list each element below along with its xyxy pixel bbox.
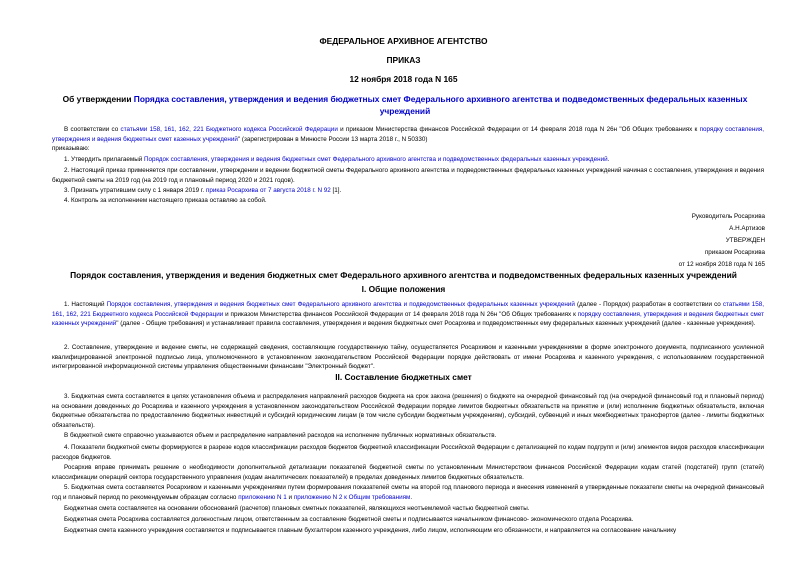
general-requirements-link[interactable]: порядку составления, утверждения и ведения бюджетных смет казенных учреждений <box>52 126 764 143</box>
item-1-text: 1. Утвердить прилагаемый <box>64 156 145 163</box>
section-2-heading: II. Составление бюджетных смет <box>335 372 472 382</box>
budget-code-link[interactable]: статьями 158, 161, 162, 221 Бюджетного кодекса Российской Федерации <box>120 126 338 133</box>
document-type: ПРИКАЗ <box>386 55 421 65</box>
title-prefix: Об утверждении <box>62 94 134 104</box>
paragraph-5 <box>52 483 764 502</box>
signer-role: Руководитель Росархива <box>691 213 765 220</box>
approved-label: УТВЕРЖДЕН <box>725 237 765 244</box>
item-3-end: [1]. <box>330 187 342 194</box>
section-1-heading: I. Общие положения <box>361 284 446 294</box>
appendix-2-link[interactable]: приложению N 2 к Общим требованиям <box>293 493 411 501</box>
p1-order-link[interactable]: Порядок составления, утверждения и ведения бюджетных смет Федерального архивного агентства и подведомственных федеральных казенных учреждений <box>106 301 575 308</box>
signer-name: А.Н.Артизов <box>729 225 765 232</box>
preamble <box>52 125 764 144</box>
approved-by: приказом Росархива <box>704 249 765 256</box>
approved-date: от 12 ноября 2018 года N 165 <box>678 261 765 268</box>
agency-name: ФЕДЕРАЛЬНОЕ АРХИВНОЕ АГЕНТСТВО <box>319 36 488 46</box>
p1-text-d: " (далее - Общие требования) и устанавливает правила составления, утверждения и ведения бюджетных смет Росархива и подведомственных ему федеральных казенных учреждений (далее - казенные учреждения). <box>116 320 756 328</box>
p5-text-c: . <box>410 493 413 501</box>
p5-text-b: и <box>286 493 294 501</box>
p1-text-b: (далее - Порядок) разработан в соответствии со <box>574 301 723 308</box>
paragraph-5d: Бюджетная смета казенного учреждения составляется и подписывается главным бухгалтером казенного учреждения, либо лицом, исполняющим его обязанности, и направляется на согласование начальнику <box>64 527 677 534</box>
preamble-text-1: В соответствии со <box>64 126 121 133</box>
item-4: 4. Контроль за исполнением настоящего приказа оставляю за собой. <box>64 197 267 204</box>
item-1-link[interactable]: Порядок составления, утверждения и ведения бюджетных смет Федерального архивного агентства и подведомственных федеральных казенных учреждений <box>144 156 608 163</box>
paragraph-4b: Росархив вправе принимать решение о необходимости дополнительной детализации показателей бюджетной сметы по установленным Министерством финансов Российской Федерации кодам статей (подстатей) групп (статей) классификации операций сектора государственного управления (кодам аналитических показателей) в пределах доведенных лимитов бюджетных обязательств. <box>52 464 764 481</box>
item-3-text: 3. Признать утратившим силу с 1 января 2019 г. <box>64 187 206 194</box>
preamble-text-2: и приказом Министерства финансов Российской Федерации от 14 февраля 2018 года N 26н "Об Общих требованиях к <box>337 126 700 133</box>
order-word: приказываю: <box>52 145 90 152</box>
preamble-text-3: " (зарегистрирован в Минюсте России 13 марта 2018 г., N 50330) <box>237 135 428 143</box>
paragraph-1 <box>52 300 764 329</box>
item-2: 2. Настоящий приказ применяется при составлении, утверждении и ведении бюджетной сметы Федерального архивного агентства и подведомственных федеральных казенных учреждений начиная с составления, утверждения и ведения бюджетной сметы на 2019 год (на 2019 год и плановый период 2020 и 2021 годов). <box>52 167 764 184</box>
item-1 <box>52 155 764 165</box>
paragraph-5b: Бюджетная смета составляется на основании обоснований (расчетов) плановых сметных показателей, являющихся неотъемлемой частью бюджетной сметы. <box>64 505 530 512</box>
paragraph-3: 3. Бюджетная смета составляется в целях установления объема и распределения направлений расходов бюджета на срок закона (решения) о бюджете на очередной финансовый год (на очередной финансовый год и плановый период) на основании доведенных до Росархива и казенного учреждения в установленном законодательством Российской Федерации порядке лимитов бюджетных обязательств на принятие и (или) исполнение бюджетных обязательств, включая бюджетные обязательства по предоставлению бюджетных инвестиций и субсидий юридическим лицам (в том числе субсидии бюджетным учреждениям), субсидий, субвенций и иных межбюджетных трансфертов (далее - лимиты бюджетных обязательств). <box>52 393 764 429</box>
paragraph-5c: Бюджетная смета Росархива составляется должностным лицом, ответственным за составление бюджетной сметы и подписывается начальником финансово- экономического отдела Росархива. <box>64 516 634 523</box>
p1-text-a: 1. Настоящий <box>64 301 107 308</box>
p1-text-c: и приказом Министерства финансов Российской Федерации от 14 февраля 2018 года N 26н "Об Общих требованиях к <box>223 310 578 318</box>
paragraph-3b: В бюджетной смете справочно указываются объем и распределение направлений расходов на исполнение публичных нормативных обязательств. <box>64 432 497 439</box>
paragraph-2: 2. Составление, утверждение и ведение сметы, не содержащей сведения, составляющие государственную тайну, осуществляется Росархивом и казенными учреждениями в форме электронного документа, подписанного усиленной квалифицированной электронной подписью лица, уполномоченного в установленном законодательством Российской Федерации порядке действовать от имени Росархива и казенного учреждения, с использованием государственной интегрированной информационной системы управления общественными финансами "Электронный бюджет". <box>52 344 764 371</box>
p5-text-a: 5. Бюджетная смета составляется Росархивом и казенными учреждениями путем формирования показателей сметы на второй год планового периода и внесения изменений в утвержденные показатели сметы на очередной финансовый год и плановый период по рекомендуемым образцам согласно <box>52 484 764 501</box>
paragraph-4: 4. Показатели бюджетной сметы формируются в разрезе кодов классификации расходов бюджетов бюджетной классификации Российской Федерации с детализацией по кодам подгрупп и (или) элементов видов расходов классификации расходов бюджетов. <box>52 444 764 461</box>
annex-title: Порядок составления, утверждения и ведения бюджетных смет Федерального архивного агентства и подведомственных федеральных казенных учреждений <box>70 270 737 280</box>
title-link[interactable]: Порядка составления, утверждения и ведения бюджетных смет Федерального архивного агентства и подведомственных федеральных казенных учреждений <box>133 94 748 116</box>
document-title <box>60 93 750 117</box>
p1-budget-code-link[interactable]: статьями 158, 161, 162, 221 Бюджетного кодекса Российской Федерации <box>52 301 764 318</box>
document-date-number: 12 ноября 2018 года N 165 <box>349 74 458 84</box>
appendix-1-link[interactable]: приложению N 1 <box>238 493 287 501</box>
item-3 <box>52 186 764 196</box>
item-1-end: . <box>607 156 610 163</box>
p1-requirements-link[interactable]: порядку составления, утверждения и ведения бюджетных смет казенных учреждений <box>52 310 765 328</box>
item-3-link[interactable]: приказ Росархива от 7 августа 2018 г. N 92 <box>205 187 331 194</box>
